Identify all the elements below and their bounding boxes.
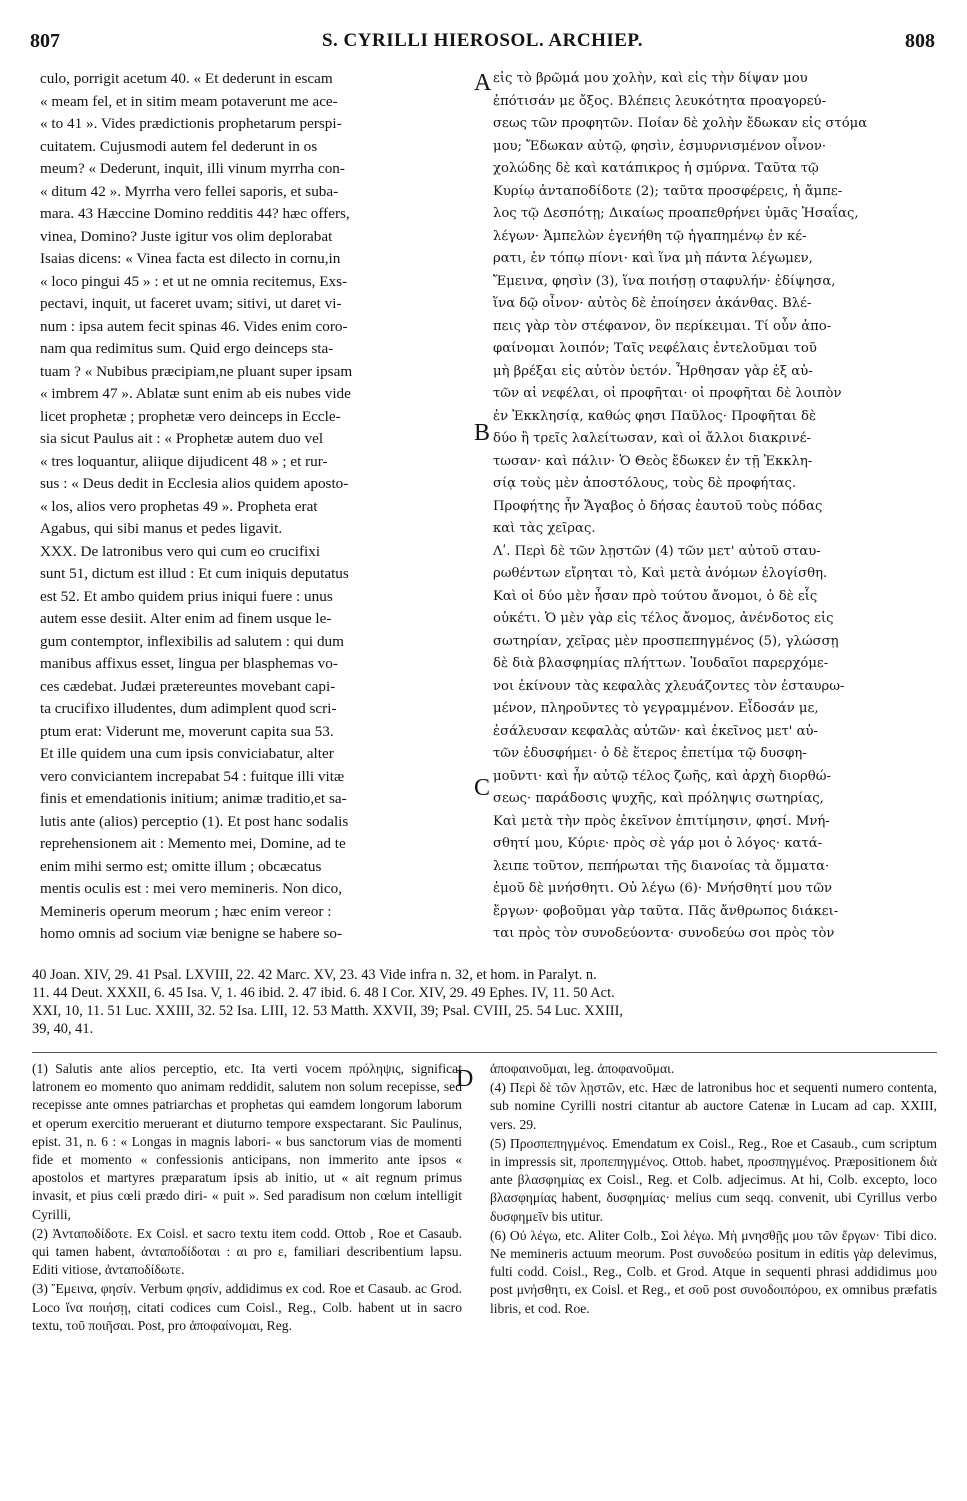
right-page-number: 808: [905, 30, 935, 52]
footnote: (3) Ἔμεινα, φησίν. Verbum φησίν, addidimus ex cod. Roe et Casaub. ac Grod. Loco ἵνα ποιήσῃ, citati codices cum Coisl., Reg., Colb. habent ut in sacro textu, τοῦ ποιῆσαι. Post, pro ἀποφαίνομαι, Reg.: [32, 1281, 462, 1333]
footnote: (6) Οὐ λέγω, etc. Aliter Colb., Σοὶ λέγω. Μὴ μνησθῇς μου τῶν ἔργων· Tibi dico. Ne memineris actuum meorum. Post συνοδεύω positum in editis γὰρ delevimus, fulti codd. Coisl., Reg., Colb. et Grod. Atque in sequenti phrasi addidimus μου post μνήσθητι, ex Coisl. et Reg., et σοῦ post συνοδοιπόρου, ex omnibus præfatis libris, et cod. Roe.: [490, 1227, 937, 1316]
footnotes-right-column: [490, 1060, 937, 1319]
greek-paragraph: εἰς τὸ βρῶμά μου χολὴν, καὶ εἰς τὴν δίψαν μου ἐπότισάν με ὄξος. Βλέπεις λευκότητα προαγορεύ- σεως τῶν προφητῶν. Ποίαν δὲ χολὴν ἔδωκαν εἰς στόμα μου; Ἔδωκαν αὐτῷ, φησὶν, ἐσμυρνισμένον οἶνον· χολώδης δὲ καὶ κατάπικρος ἡ σμύρνα. Ταῦτα τῷ Κυρίῳ ἀνταποδίδοτε (2); ταῦτα προσφέρεις, ἡ ἄμπε- λος τῷ Δεσπότῃ; Δικαίως προαπεθρήνει ὑμᾶς Ἡσαΐας, λέγων· Ἀμπελὼν ἐγενήθη τῷ ἠγαπημένῳ ἐν κέ- ρατι, ἐν τόπῳ πίονι· καὶ ἵνα μὴ πάντα λέγωμεν, Ἔμεινα, φησὶν (3), ἵνα ποιήσῃ σταφυλήν· ἐδίψησα, ἵνα δῷ οἶνον· αὐτὸς δὲ ἐποίησεν ἀκάνθας. Βλέ- πεις γὰρ τὸν στέφανον, ὃν περίκειμαι. Τί οὖν ἀπο- φαίνομαι λοιπόν; Ταῖς νεφέλαις ἐντελοῦμαι τοῦ μὴ βρέξαι εἰς αὐτὸν ὑετόν. Ἦρθησαν γὰρ ἐξ αὐ- τῶν αἱ νεφέλαι, οἱ προφῆται· οἱ προφῆται δὲ λοιπὸν ἐν Ἐκκλησίᾳ, καθώς φησι Παῦλος· Προφῆται δὲ δύο ἢ τρεῖς λαλείτωσαν, καὶ οἱ ἄλλοι διακρινέ- τωσαν· καὶ πάλιν· Ὁ Θεὸς ἔδωκεν ἐν τῇ Ἐκκλη- σίᾳ τοὺς μὲν ἀποστόλους, τοὺς δὲ προφήτας. Προφήτης ἦν Ἄγαβος ὁ δήσας ἑαυτοῦ τοὺς πόδας καὶ τὰς χεῖρας. Λʹ. Περὶ δὲ τῶν λῃστῶν (4) τῶν μετ' αὐτοῦ σταυ- ρωθέντων εἴρηται τὸ, Καὶ μετὰ ἀνόμων ἐλογίσθη. Καὶ οἱ δύο μὲν ἦσαν πρὸ τούτου ἄνομοι, ὁ δὲ εἷς οὐκέτι. Ὁ μὲν γὰρ εἰς τέλος ἄνομος, ἀνένδοτος εἰς σωτηρίαν, χεῖρας μὲν προσπεπηγμένος (5), γλώσσῃ δὲ διὰ βλασφημίας πλήττων. Ἰουδαῖοι παρερχόμε- νοι ἐκίνουν τὰς κεφαλὰς χλευάζοντες τὸν ἐσταυρω- μένον, πληροῦντες τὸ γεγραμμένον. Εἶδοσάν με, ἐσάλευσαν κεφαλὰς αὐτῶν· καὶ ἐκεῖνος μετ' αὐ- τῶν ἐδυσφήμει· ὁ δὲ ἕτερος ἐπετίμα τῷ δυσφη- μοῦντι· καὶ ἦν αὐτῷ τέλος ζωῆς, καὶ ἀρχὴ διορθώ- σεως· παράδοσις ψυχῆς, καὶ πρόληψις σωτηρίας, Καὶ μετὰ τὴν πρὸς ἐκεῖνον ἐπιτίμησιν, φησί. Μνή- σθητί μου, Κύριε· πρὸς σὲ γάρ μοι ὁ λόγος· κατά- λειπε τοῦτον, πεπήρωται τῆς διανοίας τὰ ὄμματα· ἐμοῦ δὲ μνήσθητι. Οὐ λέγω (6)· Μνήσθητί μου τῶν ἔργων· φοβοῦμαι γὰρ ταῦτα. Πᾶς ἄνθρωπος διάκει- ται πρὸς τὸν συνοδεύοντα· συνοδεύω σοι πρὸς τὸν: [493, 71, 868, 941]
footnote: (5) Προσπεπηγμένος. Emendatum ex Coisl., Reg., Roe et Casaub., cum scriptum in impressis sit, προπεπηγμένος. Ottob. habet, προσπηγμένος. Præpositionem διὰ ante βλασφημίας ex Coisl., Reg. et Colb. adjecimus. At hi, Colb. excepto, loco βλασφημίας habent, δυσφημίας· melius cum seqq. convenit, ubi Cyrillus verbo δυσφημεῖν bis utitur.: [490, 1135, 937, 1224]
greek-text-column: [493, 68, 935, 946]
footnote: ἀποφαινοῦμαι, leg. ἀποφανοῦμαι.: [490, 1061, 675, 1076]
margin-letter-a: A: [474, 70, 492, 96]
running-title: S. CYRILLI HIEROSOL. ARCHIEP.: [321, 30, 644, 51]
margin-letter-b: B: [474, 420, 491, 446]
footnotes-left-column: [32, 1060, 462, 1336]
scripture-references: [32, 966, 937, 1038]
footnote: (4) Περὶ δὲ τῶν λῃστῶν, etc. Hæc de latronibus hoc et sequenti numero contenta, sub nomine Cyrilli nostri citantur ab auctore Catenæ in Lucam ad cap. XXIII, vers. 29.: [490, 1080, 937, 1132]
page-header: [30, 30, 935, 60]
margin-letter-c: C: [474, 775, 491, 801]
footnote: (1) Salutis ante alios perceptio, etc. Ita verti vocem πρόληψις, significat latronem eo momento quo animam reddidit, salutem non solum recepisse, sed recepisse ante omnes patriarchas et prophetas qui eamdem longorum laborum et operum exercitio meruerant et diuturno tempore exspectarant. Sic Paulinus, epist. 31, n. 6 : « Longas in magnis labori- « bus sanctorum vias de momenti fide et momento « confessionis anticipans, non immerito ante ipsos « apostolos et martyres præparatum ipsis ab initio, ut « ait regnum primus invasit, et pius cœli prædo diri- « puit ». Sed paradisum non cœlum intelligit Cyrilli,: [32, 1061, 462, 1222]
margin-letter-d: D: [456, 1066, 474, 1092]
left-page-number: 807: [30, 30, 60, 52]
footnote: (2) Ἀνταποδίδοτε. Ex Coisl. et sacro textu item codd. Ottob , Roe et Casaub. qui tamen habent, ἀνταποδίδοται : αι pro ε, familiari describentium lapsu. Editi vitiose, ἀνταποδίδωτε.: [32, 1225, 462, 1278]
footnote-divider: [32, 1052, 937, 1053]
scripture-reference-text: 40 Joan. XIV, 29. 41 Psal. LXVIII, 22. 42 Marc. XV, 23. 43 Vide infra n. 32, et hom. in Paralyt. n. 11. 44 Deut. XXXII, 6. 45 Isa. V, 1. 46 ibid. 2. 47 ibid. 6. 48 I Cor. XIV, 29. 49 Ephes. IV, 11. 50 Act. XXI, 10, 11. 51 Luc. XXIII, 32. 52 Isa. LIII, 12. 53 Matth. XXVII, 39; Psal. CVIII, 25. 54 Luc. XXIII, 39, 40, 41.: [32, 967, 623, 1037]
latin-text-column: [40, 68, 470, 946]
latin-paragraph: culo, porrigit acetum 40. « Et dederunt in escam « meam fel, et in sitim meam potaverunt me ace- « to 41 ». Vides prædictionis prophetarum perspi- cuitatem. Cujusmodi autem fel dederunt in os meum? « Dederunt, inquit, illi vinum myrrha con- « ditum 42 ». Myrrha vero fellei saporis, et suba- mara. 43 Hæccine Domino redditis 44? hæc offers, vinea, Domino? Juste igitur vos olim deplorabat Isaias dicens: « Vinea facta est dilecto in cornu,in « loco pingui 45 » : et ut ne omnia recitemus, Exs- pectavi, inquit, ut faceret uvam; sitivi, ut daret vi- num : ipsa autem fecit spinas 46. Vides enim coro- nam qua redimitus sum. Quid ergo deinceps sta- tuam ? « Nubibus præcipiam,ne pluant super ipsam « imbrem 47 ». Ablatæ sunt enim ab eis nubes vide licet prophetæ ; prophetæ vero deinceps in Eccle- sia sicut Paulus ait : « Prophetæ autem duo vel « tres loquantur, aliique dijudicent 48 » ; et rur- sus : « Deus dedit in Ecclesia alios quidem aposto- « los, alios vero prophetas 49 ». Propheta erat Agabus, qui sibi manus et pedes ligavit. XXX. De latronibus vero qui cum eo crucifixi sunt 51, dictum est illud : Et cum iniquis deputatus est 52. Et ambo quidem prius iniqui fuere : unus autem esse desiit. Alter enim ad finem usque le- gum contemptor, inflexibilis ad salutem : qui dum manibus affixus esset, lingua per blasphemas vo- ces cædebat. Judæi prætereuntes movebant capi- ta crucifixo illudentes, dum adimplent quod scri- ptum erat: Viderunt me, moverunt capita sua 53. Et ille quidem una cum ipsis conviciabatur, alter vero conviciantem increpabat 54 : fuitque illi vitæ finis et emendationis initium; animæ traditio,et sa- lutis ante (alios) perceptio (1). Et post hanc sodalis reprehensionem ait : Memento mei, Domine, ad te enim mihi sermo est; omitte illum ; obcæcatus mentis oculis est : mei vero memineris. Non dico, Memineris operum meorum ; hæc enim vereor : homo omnis ad socium viæ benigne se habere so-: [40, 70, 353, 942]
